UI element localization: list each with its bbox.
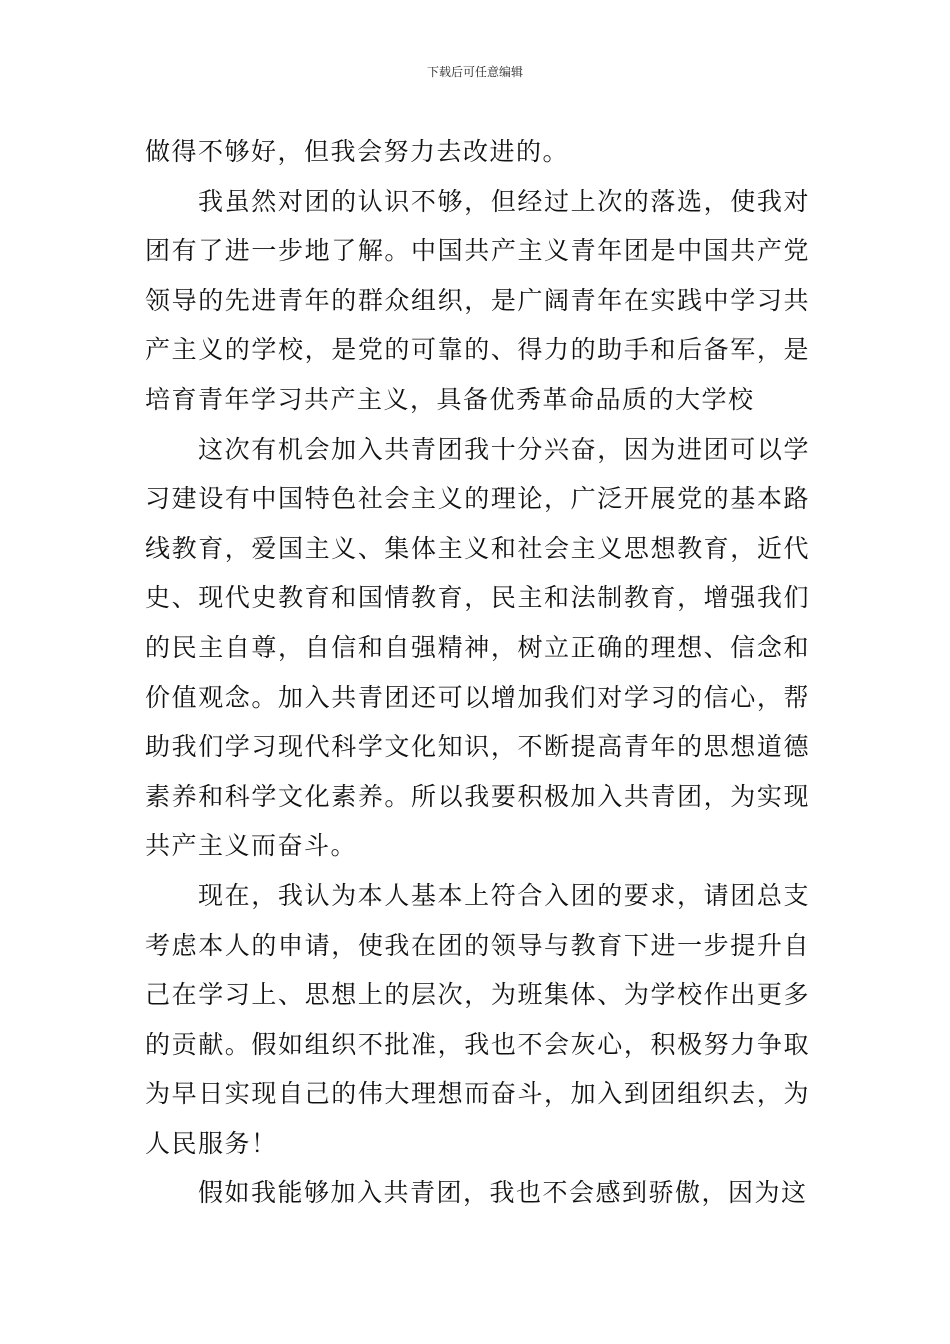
paragraph-request: 现在，我认为本人基本上符合入团的要求，请团总支考虑本人的申请，使我在团的领导与教育下进一步提升自己在学习上、思想上的层次，为班集体、为学校作出更多的贡献。假如组织不批准，我也不会灰心，积极努力争取为早日实现自己的伟大理想而奋斗，加入到团组织去，为人民服务！ bbox=[145, 880, 810, 1158]
paragraph-continuation: 做得不够好，但我会努力去改进的。 bbox=[145, 137, 570, 166]
body-text bbox=[145, 127, 810, 1218]
paragraph-benefits: 这次有机会加入共青团我十分兴奋，因为进团可以学习建设有中国特色社会主义的理论，广泛开展党的基本路线教育，爱国主义、集体主义和社会主义思想教育，近代史、现代史教育和国情教育，民主和法制教育，增强我们的民主自尊，自信和自强精神，树立正确的理想、信念和价值观念。加入共青团还可以增加我们对学习的信心，帮助我们学习现代科学文化知识，不断提高青年的思想道德素养和科学文化素养。所以我要积极加入共青团，为实现共产主义而奋斗。 bbox=[145, 434, 810, 861]
paragraph-commitment: 假如我能够加入共青团，我也不会感到骄傲，因为这 bbox=[198, 1178, 808, 1208]
paragraph-understanding: 我虽然对团的认识不够，但经过上次的落选，使我对团有了进一步地了解。中国共产主义青年团是中国共产党领导的先进青年的群众组织，是广阔青年在实践中学习共产主义的学校，是党的可靠的、得力的助手和后备军，是培育青年学习共产主义，具备优秀革命品质的大学校 bbox=[145, 186, 810, 414]
page-header: 下载后可任意编辑 bbox=[426, 65, 523, 79]
